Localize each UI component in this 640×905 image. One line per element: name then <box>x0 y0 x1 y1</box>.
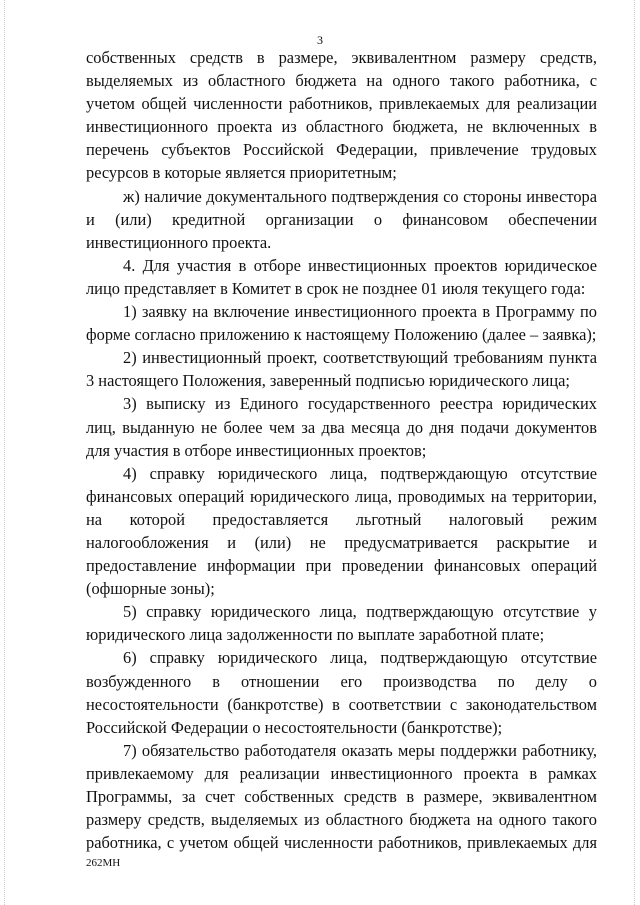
paragraph-item-1: 1) заявку на включение инвестиционного проекта в Программу по форме согласно приложению к настоящему Положению (далее – заявка); <box>86 302 597 345</box>
scan-edge-left <box>4 0 6 905</box>
paragraph-item-7: 7) обязательство работодателя оказать меры поддержки работнику, привлекаемому для реализации инвестиционного проекта в рамках Программы, за счет собственных средств в размере, эквивалентном размеру средств, выделяемых из областного бюджета на одного такого работника, с учетом общей численности работников, привлекаемых для <box>86 740 597 853</box>
paragraph-item-2: 2) инвестиционный проект, соответствующий требованиям пункта 3 настоящего Положения, заверенный подписью юридического лица; <box>86 348 597 391</box>
paragraph-item-6: 6) справку юридического лица, подтверждающую отсутствие возбужденного в отношении его производства по делу о несостоятельности (банкротстве) в соответствии с законодательством Российской Федерации о несостоятельности (банкротстве); <box>86 648 597 737</box>
document-body <box>86 46 597 854</box>
paragraph-item-4: 4) справку юридического лица, подтверждающую отсутствие финансовых операций юридического лица, проводимых на территории, на которой предоставляется льготный налоговый режим налогообложения и (или) не предусматривается раскрытие и предоставление информации при проведении финансовых операций (офшорные зоны); <box>86 463 597 599</box>
footer-code: 262МН <box>86 857 121 869</box>
paragraph-item-3: 3) выписку из Единого государственного реестра юридических лиц, выданную не более чем за два месяца до дня подачи документов для участия в отборе инвестиционных проектов; <box>86 394 597 460</box>
paragraph-item-5: 5) справку юридического лица, подтверждающую отсутствие у юридического лица задолженности по выплате заработной плате; <box>86 602 597 645</box>
paragraph-clause-4: 4. Для участия в отборе инвестиционных проектов юридическое лицо представляет в Комитет в срок не позднее 01 июля текущего года: <box>86 255 597 298</box>
page-number: 3 <box>317 33 323 47</box>
paragraph-continuation: собственных средств в размере, эквивалентном размеру средств, выделяемых из областного бюджета на одного такого работника, с учетом общей численности работников, привлекаемых для реализации инвестиционного проекта из областного бюджета, не включенных в перечень субъектов Российской Федерации, привлечение трудовых ресурсов в которые является приоритетным; <box>86 48 597 183</box>
scan-edge-right <box>634 0 636 905</box>
paragraph-item-zh: ж) наличие документального подтверждения со стороны инвестора и (или) кредитной организации о финансовом обеспечении инвестиционного проекта. <box>86 186 597 252</box>
